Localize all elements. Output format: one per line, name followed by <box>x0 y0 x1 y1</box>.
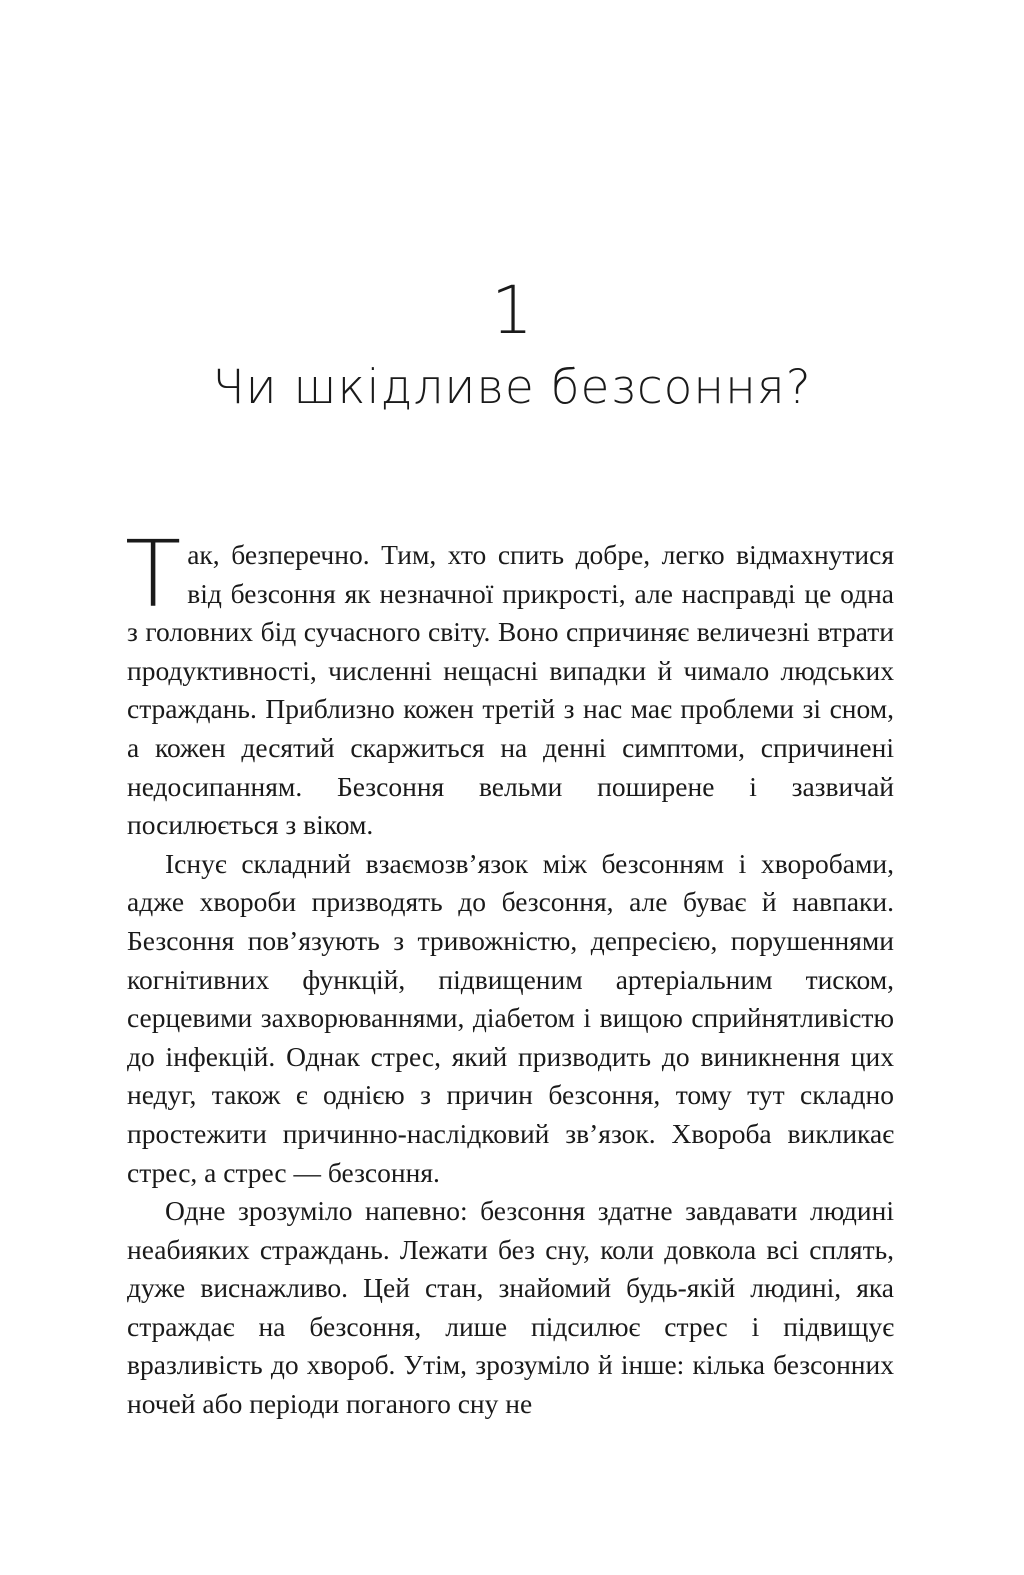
paragraph-1 <box>125 521 894 845</box>
paragraph-1-text: ак, безперечно. Тим, хто спить добре, легко відмахнутися від безсоння як незначної прикрості, але насправді це одна з головних бід сучасного світу. Воно спричиняє величезні втрати продуктивності, численні нещасні випадки й чимало людських страждань. Приблизно кожен третій з нас має проблеми зі сном, а кожен десятий скаржиться на денні симптоми, спричинені недосипанням. Безсоння вельми поширене і зазвичай посилюється з віком. <box>127 539 894 841</box>
paragraph-3: Одне зрозуміло напевно: безсоння здатне завдавати людині неабияких страждань. Лежати без сну, коли довкола всі сплять, дуже виснажливо. Цей стан, знайомий будь-якій людині, яка страждає на безсоння, лише підсилює стрес і підвищує вразливість до хвороб. Утім, зрозуміло й інше: кілька безсонних ночей або періоди поганого сну не <box>127 1195 894 1420</box>
drop-cap: Т <box>125 521 182 628</box>
chapter-body <box>125 521 894 1424</box>
paragraph-2: Існує складний взаємозв’язок між безсонням і хворобами, адже хвороби призводять до безсоння, але буває й навпаки. Безсоння пов’язують з тривожністю, депресією, порушеннями когнітивних функцій, підвищеним артеріальним тиском, серцевими захворюваннями, діабетом і вищою сприйнятливістю до інфекцій. Однак стрес, який призводить до виникнення цих недуг, також є однією з причин безсоння, тому тут складно простежити причинно-наслідковий зв’язок. Хвороба викликає стрес, а стрес — безсоння. <box>127 847 894 1188</box>
chapter-number: 1 <box>491 272 533 349</box>
chapter-title: Чи шкідливе безсоння? <box>212 360 812 415</box>
